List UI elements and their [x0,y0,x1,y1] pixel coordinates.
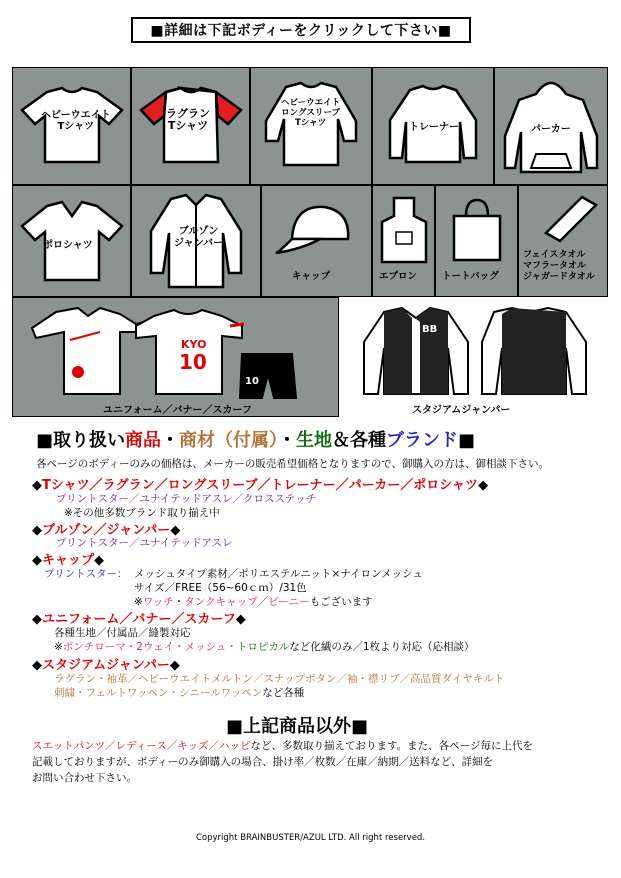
tile-label: キャップ [292,271,331,282]
jersey-name: KYO [181,338,207,351]
towel-icon [540,193,600,243]
group-cap-title: ◆キャップ◆ [32,553,105,568]
apron-icon [376,196,432,266]
group-stadium-line2: 刺繍・フェルトワッペン・シニールワッペンなど各種 [54,687,305,699]
group-tshirts-brands: プリントスター／ユナイテッドアスレ／クロスステッチ [56,493,317,505]
other-line2: 記載しておりますが、ボディーのみ御購入の場合、掛け率／枚数／在庫／納期／送料など、詳細を [32,756,494,768]
tile-label: エプロン [379,271,418,282]
group-blouson-title: ◆ブルゾン／ジャンパー◆ [32,523,181,538]
group-tshirts-title: ◆Tシャツ／ラグラン／ロングスリーブ／トレーナー／パーカー／ポロシャツ◆ [32,478,489,493]
tile-label: ヘビーウエイト ロングスリーブ Tシャツ [281,98,341,128]
price-notice: 各ページのボディーのみの価格は、メーカーの販売希望価格となりますので、御購入の方は、御相談下さい。 [36,458,550,470]
tile-uniform[interactable] [12,297,339,417]
tile-cap[interactable] [261,185,372,297]
tile-label: ラグラン Tシャツ [166,107,210,132]
tile-label: スタジアムジャンパー [412,405,511,416]
tile-stadium-jumper[interactable] [339,297,608,417]
tile-raglan-tshirt[interactable] [131,67,250,185]
group-cap-line1: メッシュタイプ素材／ポリエステルニット×ナイロンメッシュ [134,568,423,580]
stadium-jumper-icon [344,302,604,402]
group-stadium-title: ◆スタジアムジャンパー◆ [32,658,180,673]
instruction-banner: ■詳細は下記ボディーをクリックして下さい■ [131,17,471,43]
tile-label: ブルゾン ジャンバー [174,226,224,249]
section-heading-products: ■取り扱い商品・商材（付属）・生地＆各種ブランド■ [36,430,476,451]
group-stadium-line1: ラグラン・袖革／ヘビーウエイトメルトン／スナップボタン／袖・襟リブ／高品質ダイヤキルト [54,673,505,685]
tile-label: ユニフォーム／バナー／スカーフ [103,405,252,416]
cap-icon [272,199,362,259]
tile-heavyweight-tshirt[interactable] [12,67,131,185]
tile-label: ポロシャツ [43,240,93,251]
other-line3: お問い合わせ下さい。 [32,772,137,784]
tile-parka[interactable] [494,67,608,185]
section-heading-others: ■上記商品以外■ [226,716,369,737]
group-cap-brand: プリントスター： [44,568,128,580]
tile-blouson[interactable] [131,185,261,297]
tile-label: ヘビーウエイト Tシャツ [41,110,111,132]
tile-longsleeve[interactable] [250,67,372,185]
shorts-number: 10 [245,376,259,387]
copyright: Copyright BRAINBUSTER/AZUL LTD. All right reserved. [195,833,426,843]
group-tshirts-note: ※その他多数ブランド取り揃え中 [64,507,220,519]
tile-towel[interactable] [518,185,608,297]
tile-polo[interactable] [12,185,131,297]
product-grid [12,67,608,417]
tile-apron[interactable] [372,185,435,297]
other-line1: スエットパンツ／レディース／キッズ／ハッピなど、多数取り揃えております。また、各ページ毎に上代を [32,740,533,752]
tile-label: フェイスタオル マフラータオル ジャガードタオル [523,250,595,282]
jumper-patch: BB [422,324,438,335]
group-cap-line2: サイズ／FREE（56~60ｃｍ）/31色 [134,582,307,594]
tile-label: パーカー [531,124,571,135]
tile-totebag[interactable] [435,185,518,297]
group-cap-line3: ※ワッチ・タンクキャップ／ビーニーもございます [134,596,373,608]
uniform-icon [16,302,336,402]
group-blouson-brands: プリントスター／ユナイテッドアスレ [56,537,233,549]
group-uniform-line2: ※ポンチローマ・2ウェイ・メッシュ・トロピカルなど化繊のみ／1枚より対応（応相談） [54,641,475,653]
jersey-number: 10 [179,350,207,374]
tile-label: トレーナー [409,122,459,133]
group-uniform-line1: 各種生地／付属品／縫製対応 [54,627,191,639]
tile-label: トートバッグ [442,271,499,282]
group-uniform-title: ◆ユニフォーム／バナー／スカーフ◆ [32,612,246,627]
tote-bag-icon [446,198,508,264]
tile-trainer[interactable] [372,67,494,185]
